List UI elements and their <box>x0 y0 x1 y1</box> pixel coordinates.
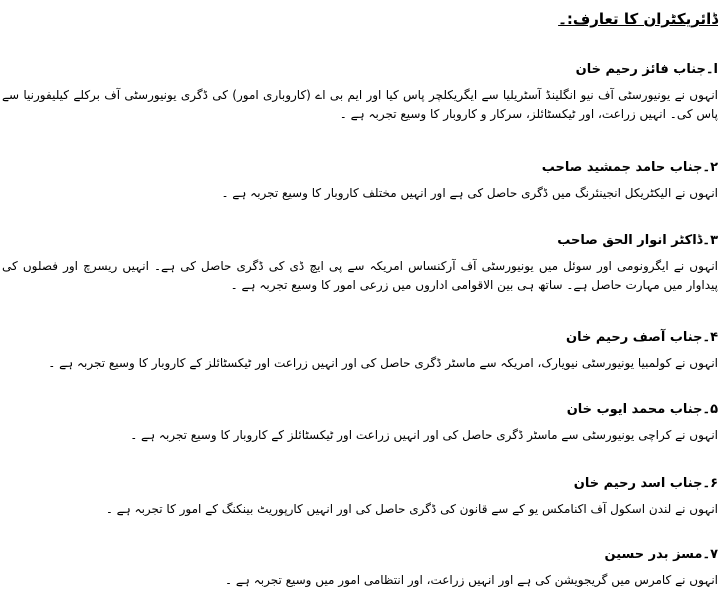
director-entry-4 <box>2 330 718 373</box>
director-7-bio: انہوں نے کامرس میں گریجویشن کی ہے اور انہیں زراعت، اور انتظامی امور میں وسیع تجربہ ہے ۔ <box>224 573 718 587</box>
director-2-heading: ۲۔جناب حامد جمشید صاحب <box>541 160 718 175</box>
director-1-bio: انہوں نے یونیورسٹی آف نیو انگلینڈ آسٹریلیا سے ایگریکلچر پاس کیا اور ایم بی اے (کاروباری امور) کی ڈگری یونیورسٹی آف برکلے کیلیفورنیا سے پاس کی۔ انہیں زراعت، اور ٹیکسٹائلز، سرکار و کاروبار کا وسیع تجربہ ہے ۔ <box>2 88 718 122</box>
director-7-heading: ۷۔مسز بدر حسین <box>604 547 718 562</box>
director-entry-7 <box>2 547 718 590</box>
director-6-bio: انہوں نے لندن اسکول آف اکنامکس یو کے سے قانون کی ڈگری حاصل کی اور انہیں کارپوریٹ بینکنگ کے امور کا تجربہ ہے ۔ <box>105 502 718 516</box>
director-1-heading: ا۔جناب فائز رحیم خان <box>575 62 718 77</box>
document-title: ڈائریکٹران کا تعارف:۔ <box>558 10 718 28</box>
director-3-heading: ۳۔ڈاکٹر انوار الحق صاحب <box>557 233 718 248</box>
director-entry-5 <box>2 402 718 445</box>
director-4-heading: ۴۔جناب آصف رحیم خان <box>566 330 718 345</box>
director-5-bio: انہوں نے کراچی یونیورسٹی سے ماسٹر ڈگری حاصل کی اور انہیں زراعت اور ٹیکسٹائلز کے کاروبار کا وسیع تجربہ ہے ۔ <box>130 428 718 442</box>
director-entry-6 <box>2 476 718 519</box>
director-4-bio: انہوں نے کولمبیا یونیورسٹی نیویارک، امریکہ سے ماسٹر ڈگری حاصل کی اور انہیں زراعت اور ٹیکسٹائلز کے کاروبار کا وسیع تجربہ ہے ۔ <box>48 356 718 370</box>
director-entry-3 <box>2 233 718 295</box>
director-entry-2 <box>2 160 718 203</box>
director-entry-1 <box>2 62 718 124</box>
director-2-bio: انہوں نے الیکٹریکل انجینئرنگ میں ڈگری حاصل کی ہے اور انہیں مختلف کاروبار کا وسیع تجربہ ہے ۔ <box>221 186 718 200</box>
director-5-heading: ۵۔جناب محمد ایوب خان <box>566 402 718 417</box>
director-6-heading: ۶۔جناب اسد رحیم خان <box>573 476 718 491</box>
director-3-bio: انہوں نے ایگرونومی اور سوئل میں یونیورسٹی آف آرکنساس امریکہ سے پی ایچ ڈی کی ڈگری حاصل کی ہے۔ انہیں ریسرچ اور فصلوں کی پیداوار میں مہارت حاصل ہے۔ ساتھ ہی بین الاقوامی اداروں میں زرعی امور کا وسیع تجربہ ہے ۔ <box>2 259 718 293</box>
